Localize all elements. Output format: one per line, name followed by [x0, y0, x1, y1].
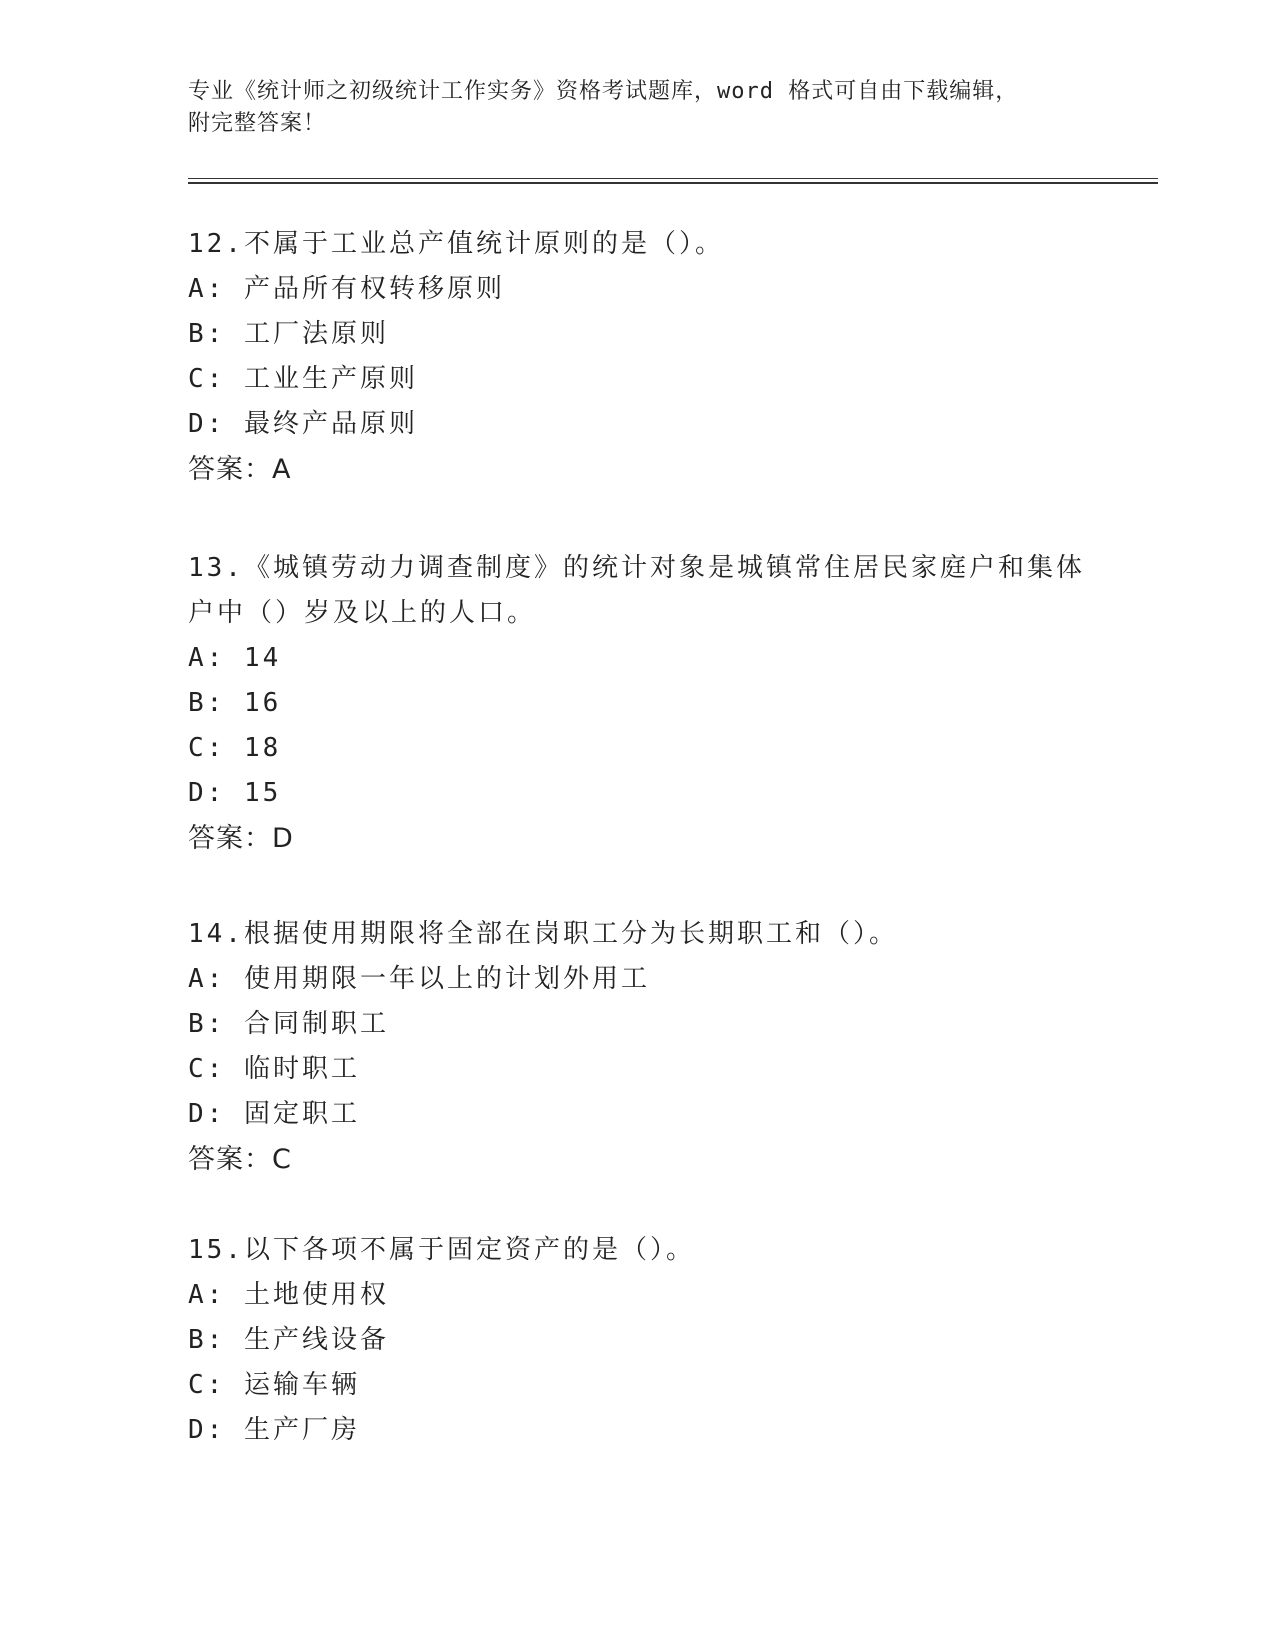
header-divider-thin [188, 178, 1158, 179]
option-b: B: 工厂法原则 [188, 319, 389, 349]
question-12 [188, 222, 1088, 493]
header-divider-thick [188, 182, 1158, 184]
option-c: C: 临时职工 [188, 1054, 360, 1084]
option-b: B: 16 [188, 688, 282, 718]
question-stem: 12.不属于工业总产值统计原则的是（）。 [188, 229, 724, 259]
option-d: D: 15 [188, 778, 282, 808]
option-d: D: 固定职工 [188, 1099, 360, 1129]
header-line-2: 附完整答案！ [188, 111, 327, 136]
answer-label: 答案：A [188, 454, 292, 485]
question-15 [188, 1228, 1088, 1453]
option-a: A: 产品所有权转移原则 [188, 274, 505, 304]
option-d: D: 生产厂房 [188, 1415, 360, 1445]
option-a: A: 14 [188, 643, 282, 673]
option-a: A: 土地使用权 [188, 1280, 389, 1310]
answer-label: 答案：D [188, 823, 294, 854]
document-header [188, 76, 1088, 140]
option-b: B: 生产线设备 [188, 1325, 389, 1355]
question-stem: 15.以下各项不属于固定资产的是（）。 [188, 1235, 695, 1265]
question-14 [188, 912, 1088, 1183]
option-c: C: 18 [188, 733, 282, 763]
option-c: C: 运输车辆 [188, 1370, 360, 1400]
answer-label: 答案：C [188, 1144, 292, 1175]
question-stem: 14.根据使用期限将全部在岗职工分为长期职工和（）。 [188, 919, 898, 949]
option-c: C: 工业生产原则 [188, 364, 418, 394]
question-stem-line-2: 户中（）岁及以上的人口。 [188, 598, 537, 628]
option-b: B: 合同制职工 [188, 1009, 389, 1039]
question-13 [188, 546, 1088, 862]
question-stem-line-1: 13.《城镇劳动力调查制度》的统计对象是城镇常住居民家庭户和集体 [188, 553, 1085, 583]
option-a: A: 使用期限一年以上的计划外用工 [188, 964, 650, 994]
header-line-1: 专业《统计师之初级统计工作实务》资格考试题库，word 格式可自由下载编辑， [188, 79, 1019, 104]
option-d: D: 最终产品原则 [188, 409, 418, 439]
